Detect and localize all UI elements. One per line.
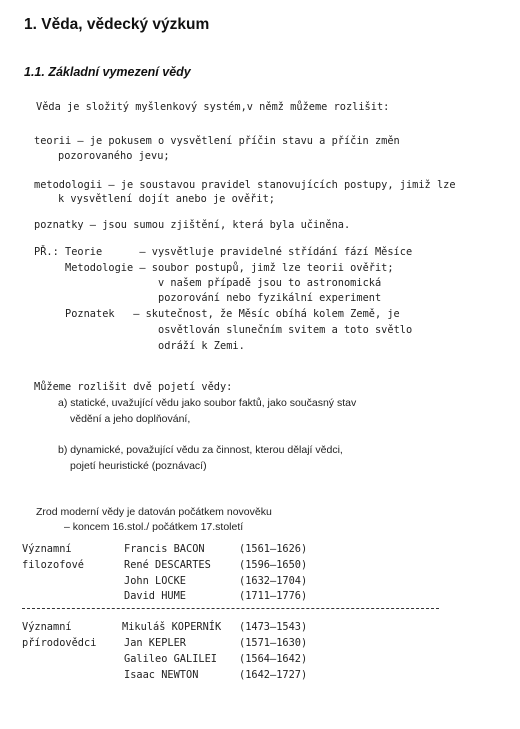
- example-poznatek: Poznatek – skutečnost, že Měsíc obíhá kolem Země, je: [65, 308, 400, 320]
- dashed-divider: [22, 608, 439, 609]
- person-name: Galileo GALILEI: [124, 653, 217, 665]
- metodologie-line-2: k vysvětlení dojít anebo je ověřit;: [58, 193, 275, 205]
- pojeti-a-line-1: a) statické, uvažující vědu jako soubor faktů, jako současný stav: [58, 397, 357, 409]
- person-years: (1596–1650): [239, 559, 308, 571]
- person-name: David HUME: [124, 590, 186, 602]
- prirodovedci-label-1: Významní: [22, 621, 72, 633]
- example-teorie: PŘ.: Teorie – vysvětluje pravidelné střídání fází Měsíce: [34, 246, 413, 258]
- pojeti-a-line-2: vědění a jeho doplňování,: [70, 413, 191, 425]
- section-title: 1.1. Základní vymezení vědy: [24, 65, 191, 79]
- person-name: René DESCARTES: [124, 559, 211, 571]
- person-years: (1571–1630): [239, 637, 308, 649]
- zrod-line-1: Zrod moderní vědy je datován počátkem novověku: [36, 506, 272, 518]
- zrod-line-2: – koncem 16.stol./ počátkem 17.století: [64, 521, 244, 533]
- person-name: Isaac NEWTON: [124, 669, 199, 681]
- person-years: (1642–1727): [239, 669, 308, 681]
- prirodovedci-label-2: přírodovědci: [22, 637, 97, 649]
- person-name: Jan KEPLER: [124, 637, 186, 649]
- filozofove-label-1: Významní: [22, 543, 72, 555]
- example-metodologie-cont-2: pozorování nebo fyzikální experiment: [158, 292, 382, 304]
- filozofove-label-2: filozofové: [22, 559, 84, 571]
- person-years: (1473–1543): [239, 621, 308, 633]
- teorie-line-2: pozorovaného jevu;: [58, 150, 170, 162]
- person-name: Francis BACON: [124, 543, 205, 555]
- teorie-line-1: teorii – je pokusem o vysvětlení příčin stavu a příčin změn: [34, 135, 400, 147]
- intro-text: Věda je složitý myšlenkový systém,v němž můžeme rozlišit:: [36, 101, 390, 113]
- person-years: (1564–1642): [239, 653, 308, 665]
- example-poznatek-cont-1: osvětlován slunečním svitem a toto světlo: [158, 324, 413, 336]
- person-years: (1632–1704): [239, 575, 308, 587]
- metodologie-line-1: metodologii – je soustavou pravidel stanovujících postupy, jimiž lze: [34, 179, 456, 191]
- example-metodologie: Metodologie – soubor postupů, jimž lze teorii ověřit;: [65, 262, 394, 274]
- example-metodologie-cont-1: v našem případě jsou to astronomická: [158, 277, 382, 289]
- person-years: (1711–1776): [239, 590, 308, 602]
- poznatky-line: poznatky – jsou sumou zjištění, která byla učiněna.: [34, 219, 351, 231]
- pojeti-b-line-1: b) dynamické, považující vědu za činnost, kterou dělají vědci,: [58, 444, 343, 456]
- page-title: 1. Věda, vědecký výzkum: [24, 16, 210, 33]
- pojeti-intro: Můžeme rozlišit dvě pojetí vědy:: [34, 381, 233, 393]
- person-name: Mikuláš KOPERNÍK: [122, 621, 222, 633]
- pojeti-b-line-2: pojetí heuristické (poznávací): [70, 460, 207, 472]
- example-poznatek-cont-2: odráží k Zemi.: [158, 340, 245, 352]
- person-years: (1561–1626): [239, 543, 308, 555]
- person-name: John LOCKE: [124, 575, 186, 587]
